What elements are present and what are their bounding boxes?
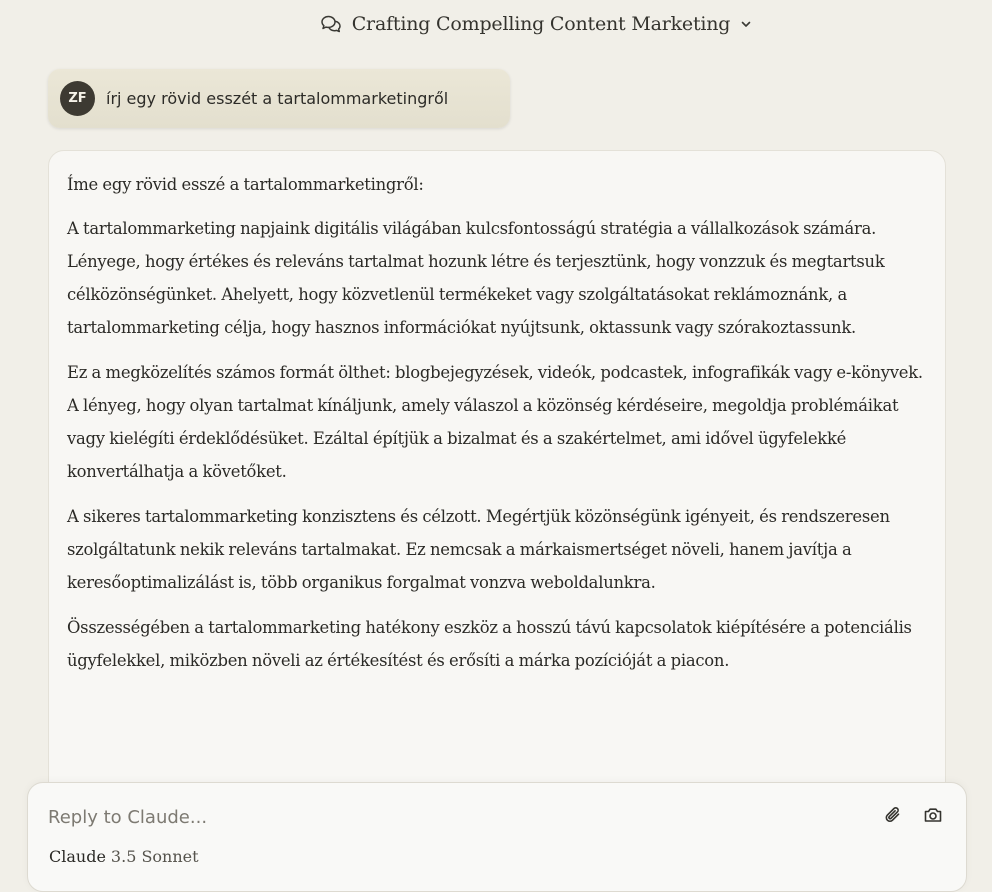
chevron-down-icon[interactable]: [740, 18, 752, 30]
avatar[interactable]: ZF: [60, 81, 95, 116]
camera-icon: [923, 806, 943, 828]
model-brand: Claude: [49, 847, 106, 866]
assistant-paragraph: Összességében a tartalommarketing hatékony eszköz a hosszú távú kapcsolatok kiépítésére a potenciális ügyfelekkel, miközben növeli az értékesítést és erősíti a márka pozícióját a piacon.: [67, 618, 912, 670]
assistant-paragraph: Ez a megközelítés számos formát ölthet: blogbejegyzések, videók, podcastek, infografikák vagy e-könyvek. A lényeg, hogy olyan tartalmat kínáljunk, amely válaszol a közönség kérdéseire, megoldja problémáikat vagy kielégíti érdeklődésüket. Ezáltal építjük a bizalmat és a szakértelmet, ami idővel ügyfelekké konvertálhatja a követőket.: [67, 363, 923, 481]
model-selector[interactable]: [49, 847, 199, 866]
chat-title-dropdown[interactable]: [320, 13, 753, 35]
model-version: 3.5 Sonnet: [110, 847, 199, 866]
screenshot-button[interactable]: [919, 803, 947, 831]
assistant-paragraph: A sikeres tartalommarketing konzisztens és célzott. Megértjük közönségünk igényeit, és rendszeresen szolgáltatunk nekik releváns tartalmakat. Ez nemcsak a márkaismertséget növeli, hanem javítja a keresőoptimalizálást is, több organikus forgalmat vonzva weboldalunkra.: [67, 507, 890, 592]
user-message: [48, 69, 510, 128]
assistant-intro: Íme egy rövid esszé a tartalommarketingről:: [67, 175, 424, 194]
attach-button[interactable]: [879, 803, 907, 831]
chat-header: [0, 0, 992, 48]
assistant-paragraph: A tartalommarketing napjaink digitális világában kulcsfontosságú stratégia a vállalkozások számára. Lényege, hogy értékes és releváns tartalmat hozunk létre és terjesztünk, hogy vonzzuk és megtartsuk célközönségünket. Ahelyett, hogy közvetlenül termékeket vagy szolgáltatásokat reklámoznánk, a tartalommarketing célja, hogy hasznos információkat nyújtsunk, oktassunk vagy szórakoztassunk.: [67, 219, 885, 337]
chat-bubbles-icon: [320, 14, 342, 34]
assistant-message: [48, 150, 946, 870]
reply-composer: [27, 782, 967, 892]
chat-title[interactable]: Crafting Compelling Content Marketing: [351, 13, 731, 35]
paperclip-icon: [883, 805, 903, 829]
reply-input[interactable]: [48, 802, 828, 832]
user-message-text: írj egy rövid esszét a tartalommarketingről: [106, 89, 449, 108]
